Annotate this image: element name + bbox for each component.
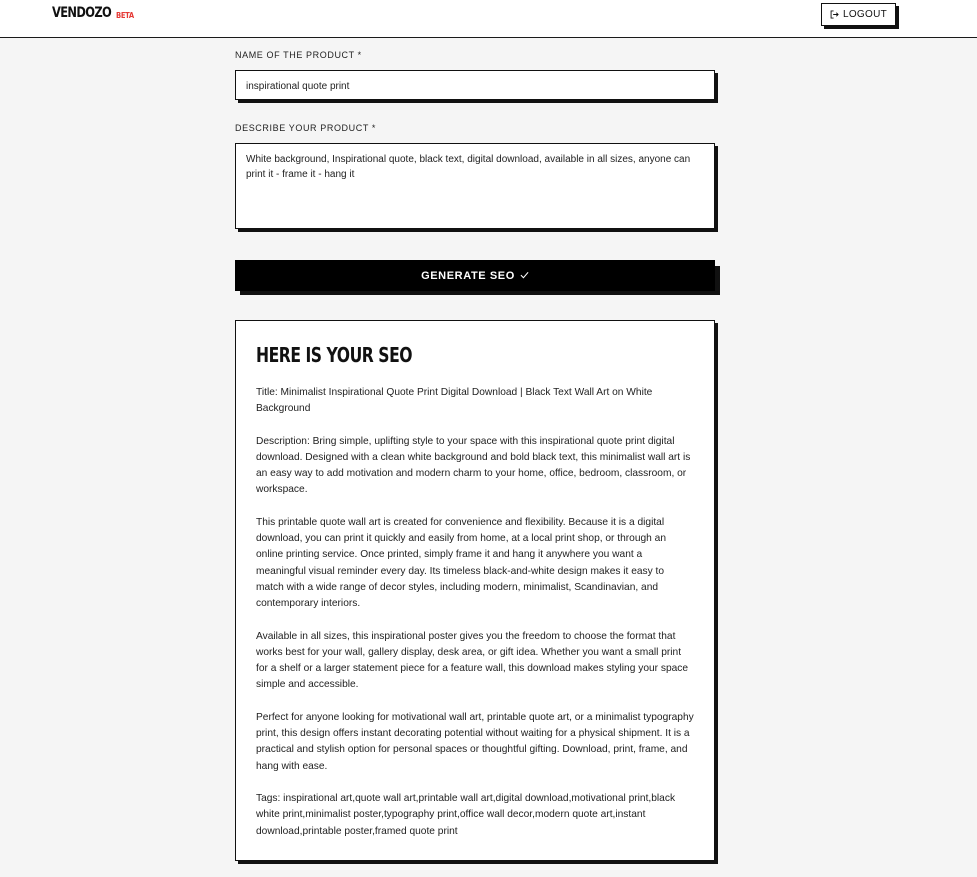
generate-seo-label: GENERATE SEO: [421, 269, 515, 282]
seo-tags-text: Tags: inspirational art,quote wall art,printable wall art,digital download,motivational print,black white print,minimalist poster,typography print,office wall decor,modern quote art,instant download,printable poster,framed quote print: [256, 792, 676, 837]
seo-paragraph: This printable quote wall art is created for convenience and flexibility. Because it is a digital download, you can print it quickly and easily from home, at a local print shop, or through an online printing service. Once printed, simply frame it and hang it anywhere you want a meaningful visual reminder every day. Its timeless black-and-white design makes it easy to match with a wide range of decor styles, including modern, minimalist, Scandinavian, and contemporary interiors.: [256, 516, 666, 610]
seo-description-text: Description: Bring simple, uplifting style to your space with this inspirational quote print digital download. Designed with a clean white background and bold black text, this minimalist wall art is an easy way to add motivation and modern charm to your home, office, bedroom, classroom, or workspace.: [256, 435, 691, 496]
product-name-input[interactable]: inspirational quote print: [235, 70, 715, 100]
logout-label: LOGOUT: [842, 9, 888, 20]
seo-paragraph: Perfect for anyone looking for motivational wall art, printable quote art, or a minimalist typography print, this design offers instant decorating potential without waiting for a physical shipment. It is a practical and stylish option for personal spaces or thoughtful gifting. Download, print, frame, and hang with ease.: [256, 711, 694, 772]
logo-text: VENDOZO: [52, 5, 112, 21]
generate-seo-button[interactable]: [235, 260, 715, 291]
top-bar: [0, 0, 977, 38]
logo[interactable]: [52, 5, 137, 21]
check-icon: [520, 270, 529, 282]
seo-title-text: Title: Minimalist Inspirational Quote Print Digital Download | Black Text Wall Art on White Background: [256, 387, 653, 415]
beta-badge: BETA: [116, 11, 134, 20]
seo-result-card: [235, 320, 715, 861]
seo-paragraph: Available in all sizes, this inspirational poster gives you the freedom to choose the format that works best for your wall, gallery display, desk area, or gift idea. Whether you want a small print for a shelf or a larger statement piece for a feature wall, this download makes styling your space simple and accessible.: [256, 630, 689, 691]
logout-button[interactable]: [821, 3, 896, 26]
description-label: DESCRIBE YOUR PRODUCT *: [235, 123, 376, 133]
product-name-label: NAME OF THE PRODUCT *: [235, 50, 362, 60]
logout-icon: [830, 10, 839, 19]
result-heading: HERE IS YOUR SEO: [256, 343, 413, 367]
description-textarea[interactable]: White background, Inspirational quote, black text, digital download, available in all sizes, anyone can print it - frame it - hang it: [235, 143, 715, 229]
